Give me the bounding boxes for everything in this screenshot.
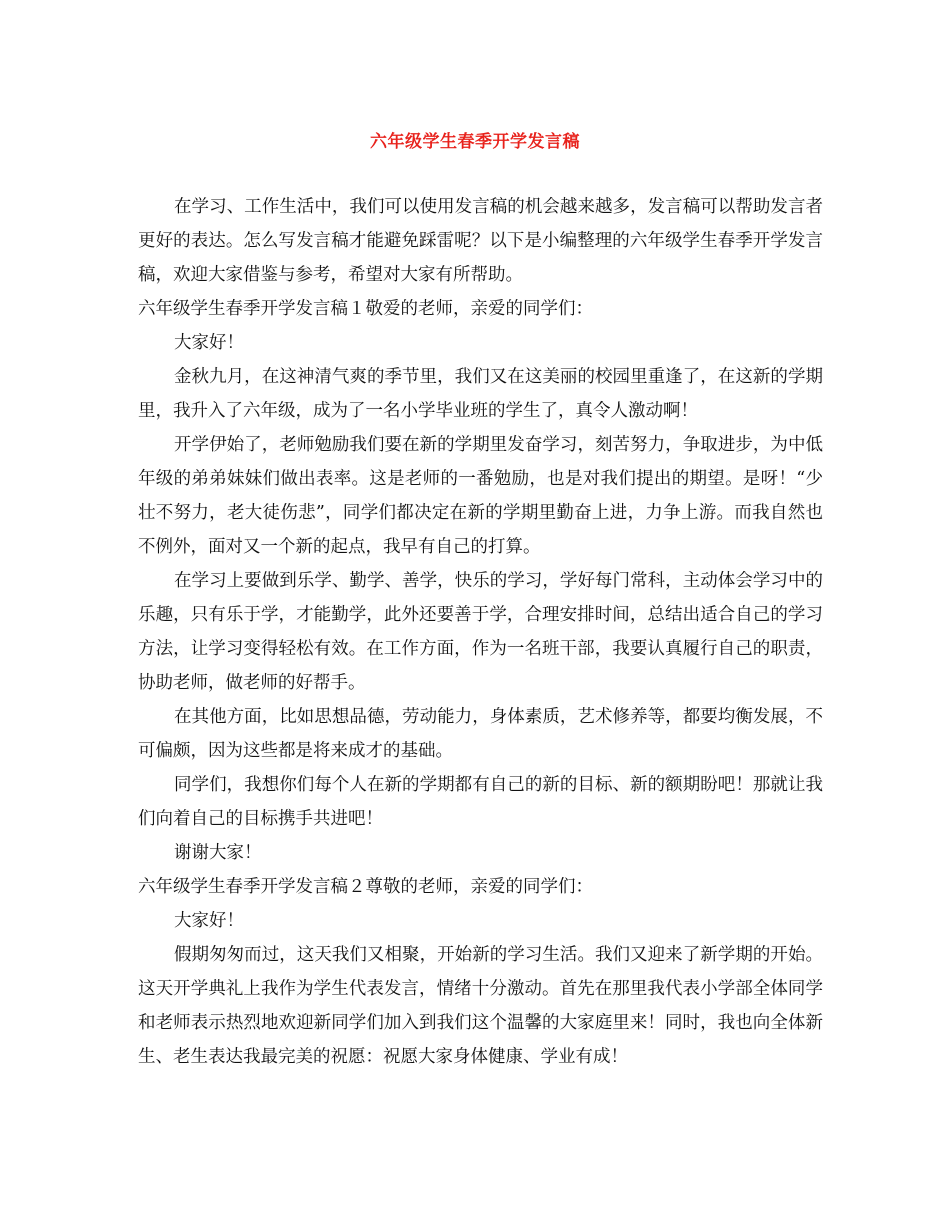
speech-1-greeting: 大家好！: [174, 333, 244, 353]
speech-1-heading: 六年级学生春季开学发言稿１敬爱的老师，亲爱的同学们：: [138, 299, 593, 319]
speech-1-paragraph: 金秋九月，在这神清气爽的季节里，我们又在这美丽的校园里重逢了，在这新的学期里，我升入了六年级，成为了一名小学毕业班的学生了，真令人激动啊！: [138, 367, 823, 421]
speech-2-greeting: 大家好！: [174, 911, 244, 931]
document-title: 六年级学生春季开学发言稿: [370, 132, 580, 152]
speech-1-paragraph: 同学们，我想你们每个人在新的学期都有自己的新的目标、新的额期盼吧！那就让我们向着自己的目标携手共进吧！: [138, 775, 823, 829]
document-body: [138, 190, 823, 1074]
speech-1-closing: 谢谢大家！: [174, 843, 262, 863]
speech-2-paragraph: 假期匆匆而过，这天我们又相聚，开始新的学习生活。我们又迎来了新学期的开始。这天开学典礼上我作为学生代表发言，情绪十分激动。首先在那里我代表小学部全体同学和老师表示热烈地欢迎新同学们加入到我们这个温馨的大家庭里来！同时，我也向全体新生、老生表达我最完美的祝愿：祝愿大家身体健康、学业有成！: [138, 945, 823, 1067]
speech-2-heading: 六年级学生春季开学发言稿２尊敬的老师，亲爱的同学们：: [138, 877, 593, 897]
speech-1-paragraph: 在其他方面，比如思想品德，劳动能力，身体素质，艺术修养等，都要均衡发展，不可偏颇，因为这些都是将来成才的基础。: [138, 707, 823, 761]
intro-paragraph: 在学习、工作生活中，我们可以使用发言稿的机会越来越多，发言稿可以帮助发言者更好的表达。怎么写发言稿才能避免踩雷呢？以下是小编整理的六年级学生春季开学发言稿，欢迎大家借鉴与参考，希望对大家有所帮助。: [138, 197, 823, 285]
speech-1-paragraph: 在学习上要做到乐学、勤学、善学，快乐的学习，学好每门常科，主动体会学习中的乐趣，只有乐于学，才能勤学，此外还要善于学，合理安排时间，总结出适合自己的学习方法，让学习变得轻松有效。在工作方面，作为一名班干部，我要认真履行自己的职责，协助老师，做老师的好帮手。: [138, 571, 823, 693]
speech-1-paragraph: 开学伊始了，老师勉励我们要在新的学期里发奋学习，刻苦努力，争取进步，为中低年级的弟弟妹妹们做出表率。这是老师的一番勉励，也是对我们提出的期望。是呀！“少壮不努力，老大徒伤悲”，同学们都决定在新的学期里勤奋上进，力争上游。而我自然也不例外，面对又一个新的起点，我早有自己的打算。: [138, 435, 823, 557]
